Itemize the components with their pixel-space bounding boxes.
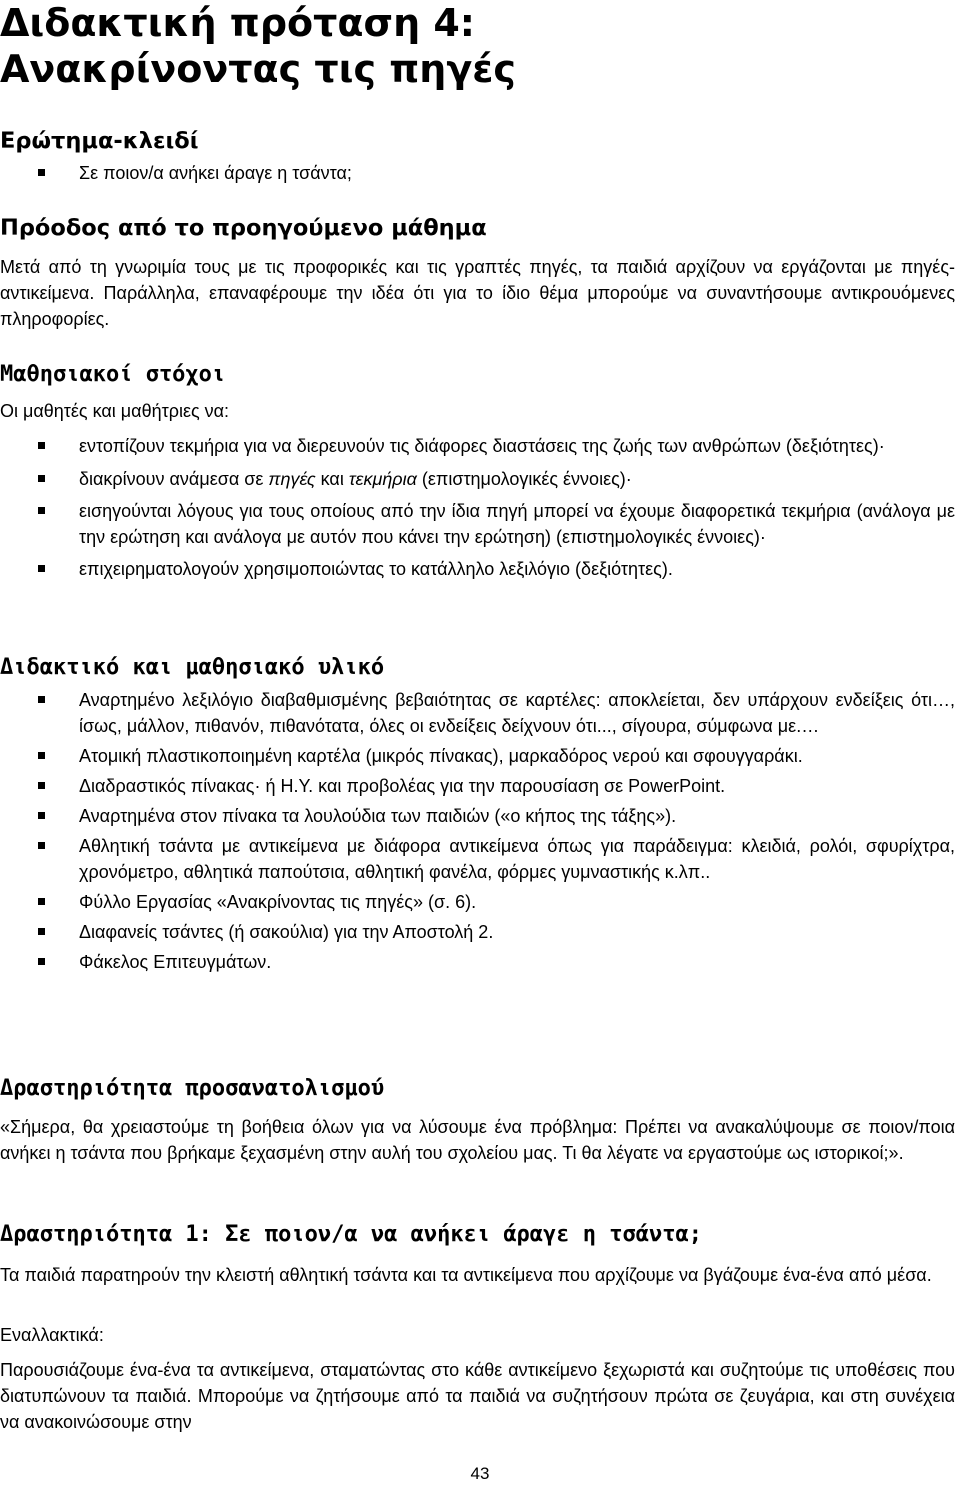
bullet-icon — [38, 696, 45, 703]
activity1-heading: Δραστηριότητα 1: Σε ποιον/α να ανήκει άραγε η τσάντα; — [0, 1222, 702, 1247]
list-item: εντοπίζουν τεκμήρια για να διερευνούν τις διάφορες διαστάσεις της ζωής των ανθρώπων (δεξιότητες)· — [0, 433, 955, 459]
list-item: διακρίνουν ανάμεσα σε πηγές και τεκμήρια (επιστημολογικές έννοιες)· — [0, 466, 955, 492]
list-item: επιχειρηματολογούν χρησιμοποιώντας το κατάλληλο λεξιλόγιο (δεξιότητες). — [0, 556, 955, 582]
bullet-icon — [38, 812, 45, 819]
emphasis-sources: πηγές — [268, 469, 316, 489]
list-item: Ατομική πλαστικοποιημένη καρτέλα (μικρός πίνακας), μαρκαδόρος νερού και σφουγγαράκι. — [0, 743, 955, 769]
alternative-text: Παρουσιάζουμε ένα-ένα τα αντικείμενα, σταματώντας στο κάθε αντικείμενο ξεχωριστά και συζητούμε τις υποθέσεις που διατυπώνουν τα παιδιά. Μπορούμε να ζητήσουμε από τα παιδιά να συζητήσουν πρώτα σε ζευγάρια, και στη συνέχεια να ανακοινώσουμε στην — [0, 1360, 955, 1432]
page-title-line2: Ανακρίνοντας τις πηγές — [0, 47, 516, 91]
list-item: Φύλλο Εργασίας «Ανακρίνοντας τις πηγές» (σ. 6). — [0, 889, 955, 915]
alternative-label: Εναλλακτικά: — [0, 1325, 104, 1345]
bullet-icon — [38, 782, 45, 789]
page-number: 43 — [470, 1464, 490, 1483]
list-item: Σε ποιον/α ανήκει άραγε η τσάντα; — [0, 160, 955, 186]
bullet-icon — [38, 475, 45, 482]
list-item: Αναρτημένα στον πίνακα τα λουλούδια των παιδιών («ο κήπος της τάξης»). — [0, 803, 955, 829]
page-title — [0, 0, 950, 92]
progress-heading: Πρόοδος από το προηγούμενο μάθημα — [0, 215, 487, 241]
orientation-text: «Σήμερα, θα χρειαστούμε τη βοήθεια όλων για να λύσουμε ένα πρόβλημα: Πρέπει να ανακαλύψουμε σε ποιον/ποια ανήκει η τσάντα που βρήκαμε ξεχασμένη στην αυλή του σχολείου μας. Τι θα λέγατε να εργαστούμε ως ιστορικοί;». — [0, 1117, 955, 1163]
bullet-icon — [38, 928, 45, 935]
bullet-icon — [38, 752, 45, 759]
bullet-icon — [38, 507, 45, 514]
objectives-list — [0, 433, 955, 582]
list-item: Διαφανείς τσάντες (ή σακούλια) για την Αποστολή 2. — [0, 919, 955, 945]
materials-list — [0, 687, 955, 975]
list-item: Φάκελος Επιτευγμάτων. — [0, 949, 955, 975]
bullet-icon — [38, 442, 45, 449]
materials-heading: Διδακτικό και μαθησιακό υλικό — [0, 655, 385, 680]
activity1-text: Τα παιδιά παρατηρούν την κλειστή αθλητική τσάντα και τα αντικείμενα που αρχίζουμε να βγάζουμε ένα-ένα από μέσα. — [0, 1265, 932, 1285]
list-item: Αθλητική τσάντα με αντικείμενα με διάφορα αντικείμενα όπως για παράδειγμα: κλειδιά, ρολόι, σφυρίχτρα, χρονόμετρο, αθλητικά παπούτσια, αθλητική φανέλα, φόρμες γυμναστικής κ.λπ.. — [0, 833, 955, 885]
objectives-heading: Μαθησιακοί στόχοι — [0, 362, 226, 387]
list-item: Διαδραστικός πίνακας· ή Η.Υ. και προβολέας για την παρουσίαση σε PowerPoint. — [0, 773, 955, 799]
key-question-list — [0, 160, 955, 186]
bullet-icon — [38, 842, 45, 849]
bullet-icon — [38, 565, 45, 572]
bullet-icon — [38, 169, 45, 176]
progress-text: Μετά από τη γνωριμία τους με τις προφορικές και τις γραπτές πηγές, τα παιδιά αρχίζουν να εργάζονται με πηγές-αντικείμενα. Παράλληλα, επαναφέρουμε την ιδέα ότι για το ίδιο θέμα μπορούμε να συναντήσουμε αντικρουόμενες πληροφορίες. — [0, 257, 955, 329]
bullet-icon — [38, 958, 45, 965]
list-item: Αναρτημένο λεξιλόγιο διαβαθμισμένης βεβαιότητας σε καρτέλες: αποκλείεται, δεν υπάρχουν ενδείξεις ότι…, ίσως, μάλλον, πιθανόν, πιθανότατα, όλες οι ενδείξεις δείχνουν ότι..., σίγουρα, σύμφωνα με.… — [0, 687, 955, 739]
emphasis-evidence: τεκμήρια — [348, 469, 417, 489]
list-item: εισηγούνται λόγους για τους οποίους από την ίδια πηγή μπορεί να έχουμε διαφορετικά τεκμήρια (ανάλογα με την ερώτηση και ανάλογα με αυτόν που κάνει την ερώτηση) (επιστημολογικές έννοιες)· — [0, 498, 955, 550]
orientation-heading: Δραστηριότητα προσανατολισμού — [0, 1076, 385, 1101]
key-question-heading: Ερώτημα-κλειδί — [0, 128, 199, 154]
page-title-line1: Διδακτική πρόταση 4: — [0, 1, 475, 45]
objectives-intro: Οι μαθητές και μαθήτριες να: — [0, 401, 230, 421]
bullet-icon — [38, 898, 45, 905]
